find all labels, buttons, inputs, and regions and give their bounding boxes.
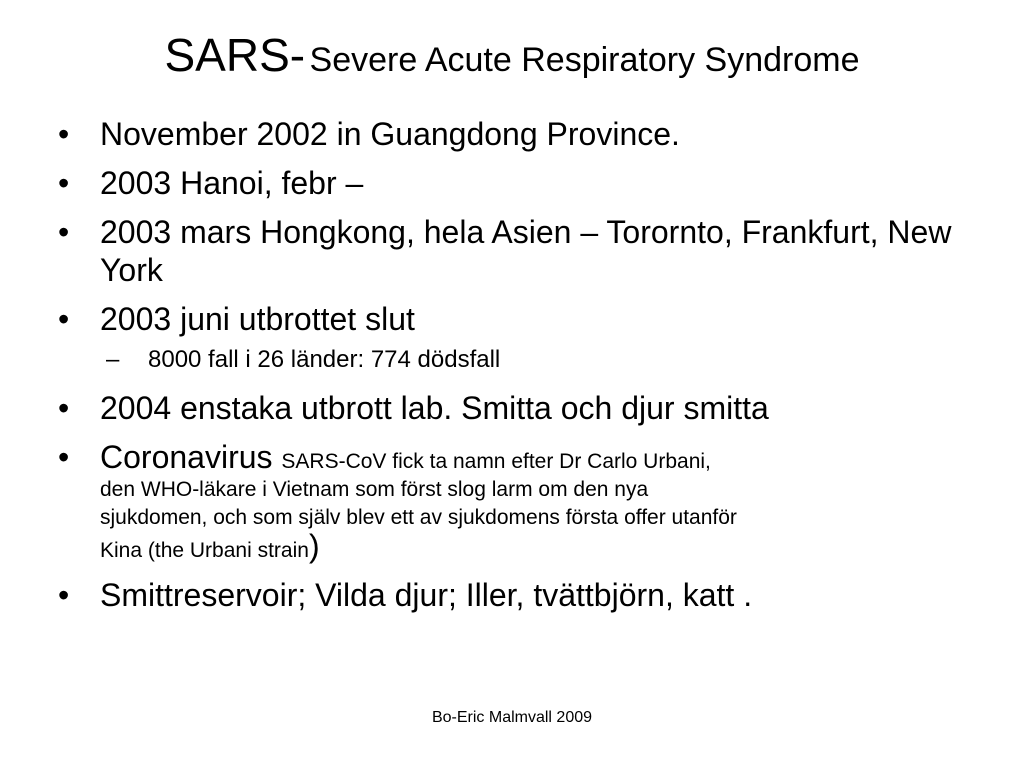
list-item-text: November 2002 in Guangdong Province. xyxy=(100,116,680,152)
list-item-text: 2004 enstaka utbrott lab. Smitta och djur smitta xyxy=(100,390,769,426)
coronavirus-heading: Coronavirus xyxy=(100,439,273,475)
bullet-list xyxy=(58,115,988,625)
closing-parenthesis: ) xyxy=(308,528,320,564)
slide-title xyxy=(0,29,1024,81)
bullet-icon: • xyxy=(58,214,70,250)
list-item-text: 2003 juni utbrottet slut xyxy=(100,301,415,337)
sub-list-item-text: 8000 fall i 26 länder: 774 dödsfall xyxy=(148,346,501,373)
bullet-icon: • xyxy=(58,577,70,613)
coronavirus-text-line: sjukdomen, och som själv blev ett av sjukdomens första offer utanför xyxy=(100,506,737,529)
list-item-coronavirus xyxy=(58,438,988,565)
bullet-icon: • xyxy=(58,116,70,152)
bullet-icon: • xyxy=(58,165,70,201)
dash-icon: – xyxy=(106,346,120,373)
bullet-icon: • xyxy=(58,439,70,475)
list-item xyxy=(58,115,988,153)
list-item-text: 2003 Hanoi, febr – xyxy=(100,165,364,201)
list-item xyxy=(58,300,988,338)
list-item-text: 2003 mars Hongkong, hela Asien – Torornto, Frankfurt, New York xyxy=(100,214,952,288)
footer-author: Bo-Eric Malmvall 2009 xyxy=(431,709,593,726)
list-item xyxy=(58,389,988,427)
bullet-icon: • xyxy=(58,301,70,337)
sub-list-item xyxy=(106,345,988,375)
title-main: SARS- xyxy=(164,29,306,81)
list-item xyxy=(58,164,988,202)
list-item xyxy=(58,213,988,289)
bullet-icon: • xyxy=(58,390,70,426)
title-subtitle: Severe Acute Respiratory Syndrome xyxy=(309,41,860,79)
coronavirus-text-line: Kina (the Urbani strain xyxy=(100,539,309,562)
coronavirus-text-line: den WHO-läkare i Vietnam som först slog larm om den nya xyxy=(100,478,649,501)
list-item xyxy=(58,576,988,614)
coronavirus-text-line: SARS-CoV fick ta namn efter Dr Carlo Urbani, xyxy=(281,450,711,473)
list-item-text: Smittreservoir; Vilda djur; Iller, tvättbjörn, katt . xyxy=(100,577,753,613)
